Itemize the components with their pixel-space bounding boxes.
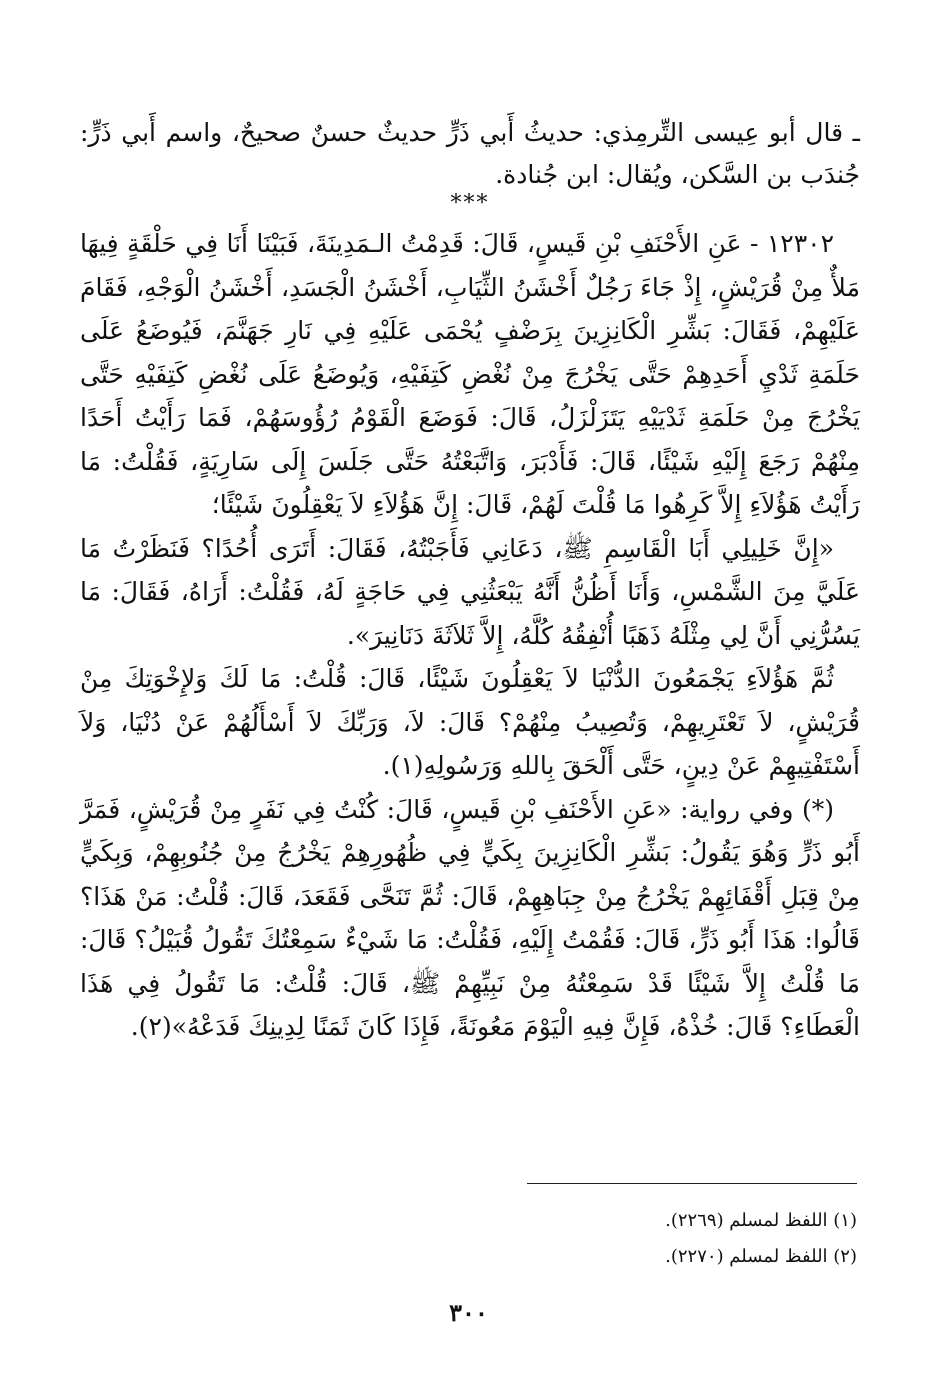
section-separator: *** xyxy=(450,191,490,216)
page-body xyxy=(80,112,860,1049)
intro-paragraph: ـ قال أبو عِيسى التِّرمِذي: حديثُ أَبي ذَرٍّ حديثٌ حسنٌ صحيحٌ، واسم أَبي ذَرٍّ: جُندَب بن السَّكن، ويُقال: ابن جُنادة. xyxy=(80,118,860,189)
footnote-divider xyxy=(527,1183,857,1184)
hadith-paragraph: «إِنَّ خَلِيلِي أَبَا الْقَاسِمِ ﷺ، دَعَانِي فَأَجَبْتُهُ، فَقَالَ: أَتَرَى أُحُدًا؟ فَنَظَرْتُ مَا عَلَيَّ مِنَ الشَّمْسِ، وَأَنَا أَظُنُّ أَنَّهُ يَبْعَثُنِي فِي حَاجَةٍ لَهُ، فَقُلْتُ: أَرَاهُ، فَقَالَ: مَا يَسُرُّنِي أَنَّ لِي مِثْلَهُ ذَهَبًا أُنْفِقُهُ كُلَّهُ، إِلاَّ ثَلاَثَةَ دَنَانِيرَ». xyxy=(80,533,861,650)
footnote: (١) اللفظ لمسلم (٢٢٦٩). xyxy=(665,1210,857,1231)
page-number: ٣٠٠ xyxy=(449,1298,488,1327)
hadith-paragraph: ثُمَّ هَؤُلاَءِ يَجْمَعُونَ الدُّنْيَا لاَ يَعْقِلُونَ شَيْئًا، قَالَ: قُلْتُ: مَا لَكَ وَلإِخْوَتِكَ مِنْ قُرَيْشٍ، لاَ تَعْتَرِيهِمْ، وَتُصِيبُ مِنْهُمْ؟ قَالَ: لاَ، وَرَبِّكَ لاَ أَسْأَلُهُمْ عَنْ دُنْيَا، وَلاَ أَسْتَفْتِيهِمْ عَنْ دِينٍ، حَتَّى أَلْحَقَ بِاللهِ وَرَسُولِهِ(١). xyxy=(80,664,860,780)
footnotes xyxy=(457,1203,857,1275)
footnote: (٢) اللفظ لمسلم (٢٢٧٠). xyxy=(665,1246,857,1267)
riwaya-paragraph: (*) وفي رواية: «عَنِ الأَحْنَفِ بْنِ قَيسٍ، قَالَ: كُنْتُ فِي نَفَرٍ مِنْ قُرَيْشٍ، فَمَرَّ أَبُو ذَرٍّ وَهُوَ يَقُولُ: بَشِّرِ الْكَانِزِينَ بِكَيٍّ فِي ظُهُورِهِمْ يَخْرُجُ مِنْ جُنُوبِهِمْ، وَبِكَيٍّ مِنْ قِبَلِ أَقْفَائِهِمْ يَخْرُجُ مِنْ جِبَاهِهِمْ، قَالَ: ثُمَّ تَنَحَّى فَقَعَدَ، قَالَ: قُلْتُ: مَنْ هَذَا؟ قَالُوا: هَذَا أَبُو ذَرٍّ، قَالَ: فَقُمْتُ إِلَيْهِ، فَقُلْتُ: مَا شَيْءٌ سَمِعْتُكَ تَقُولُ قُبَيْلُ؟ قَالَ: مَا قُلْتُ إِلاَّ شَيْئًا قَدْ سَمِعْتُهُ مِنْ نَبِيِّهِمْ ﷺ، قَالَ: قُلْتُ: مَا تَقُولُ فِي هَذَا الْعَطَاءِ؟ قَالَ: خُذْهُ، فَإِنَّ فِيهِ الْيَوْمَ مَعُونَةً، فَإِذَا كَانَ ثَمَنًا لِدِينِكَ فَدَعْهُ»(٢). xyxy=(80,794,860,1041)
hadith-paragraph: ١٢٣٠٢ - عَنِ الأَحْنَفِ بْنِ قَيسٍ، قَالَ: قَدِمْتُ الـمَدِينَةَ، فَبَيْنَا أَنَا فِي حَلْقَةٍ فِيهَا مَلأٌ مِنْ قُرَيْشٍ، إِذْ جَاءَ رَجُلٌ أَخْشَنُ الثِّيَابِ، أَخْشَنُ الْجَسَدِ، أَخْشَنُ الْوَجْهِ، فَقَامَ عَلَيْهِمْ، فَقَالَ: بَشِّرِ الْكَانِزِينَ بِرَضْفٍ يُحْمَى عَلَيْهِ فِي نَارِ جَهَنَّمَ، فَيُوضَعُ عَلَى حَلَمَةِ ثَدْيِ أَحَدِهِمْ حَتَّى يَخْرُجَ مِنْ نُغْضِ كَتِفَيْهِ، وَيُوضَعُ عَلَى نُغْضِ كَتِفَيْهِ حَتَّى يَخْرُجَ مِنْ حَلَمَةِ ثَدْيَيْهِ يَتَزَلْزَلُ، قَالَ: فَوَضَعَ الْقَوْمُ رُؤُوسَهُمْ، فَمَا رَأَيْتُ أَحَدًا مِنْهُمْ رَجَعَ إِلَيْهِ شَيْئًا، قَالَ: فَأَدْبَرَ، وَاتَّبَعْتُهُ حَتَّى جَلَسَ إِلَى سَارِيَةٍ، فَقُلْتُ: مَا رَأَيْتُ هَؤُلاَءِ إِلاَّ كَرِهُوا مَا قُلْتَ لَهُمْ، قَالَ: إِنَّ هَؤُلاَءِ لاَ يَعْقِلُونَ شَيْئًا؛ xyxy=(80,229,860,519)
